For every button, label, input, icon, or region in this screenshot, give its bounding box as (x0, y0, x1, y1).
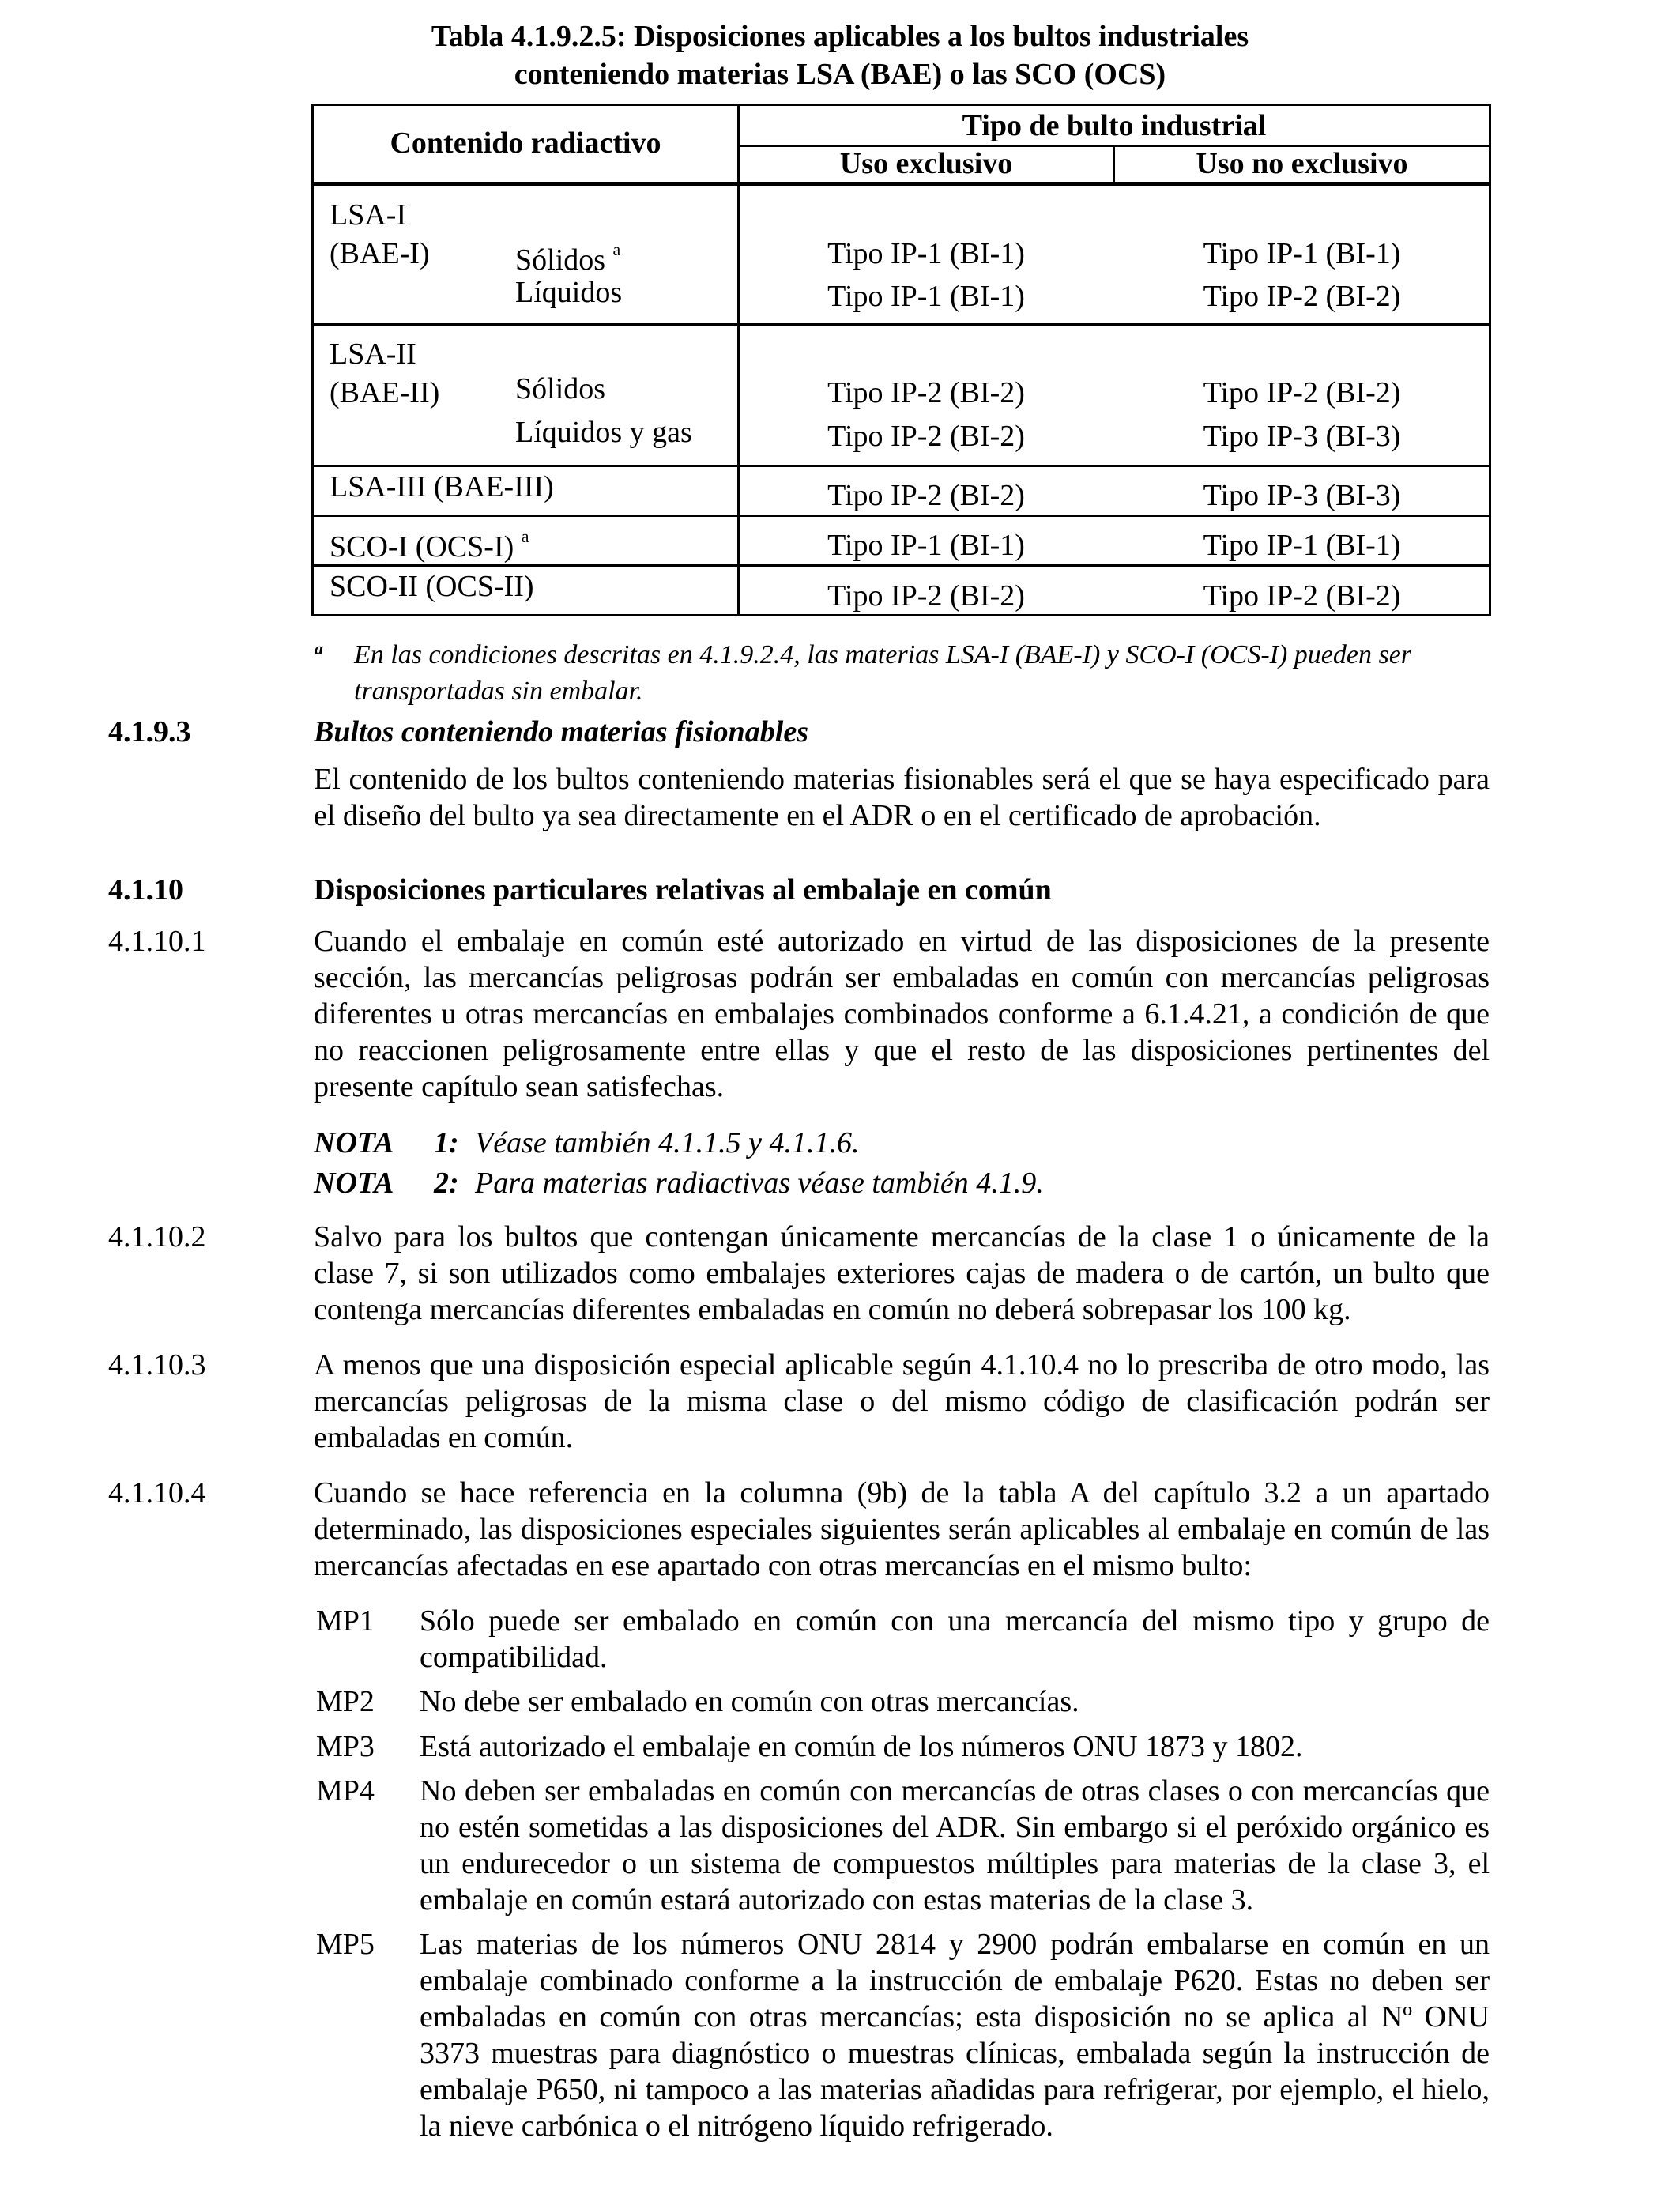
mp-item (316, 1603, 1490, 1676)
cell-no-exclusivo: Tipo IP-1 (BI-1) (1203, 529, 1401, 562)
mp-text: No deben ser embaladas en común con mercancías de otras clases o con mercancías que no estén sometidas a las disposiciones del ADR. Sin embargo si el peróxido orgánico es un endurecedor o un sistema de compuestos múltiples para materias de la clase 3, el embalaje en común estará autorizado con estas materias de la clase 3. (420, 1774, 1490, 1917)
row-name: SCO-II (OCS-II) (330, 570, 534, 603)
state-label: Líquidos (515, 276, 623, 309)
header-contenido: Contenido radiactivo (390, 126, 661, 160)
cell-no-exclusivo: Tipo IP-2 (BI-2) (1203, 579, 1401, 613)
note (314, 1125, 860, 1161)
header-exclusivo: Uso exclusivo (839, 147, 1013, 180)
cell-no-exclusivo: Tipo IP-3 (BI-3) (1203, 420, 1401, 453)
state-label: Sólidos $^a$ (515, 239, 621, 277)
mp-item (316, 1773, 1490, 1918)
mp-text: No debe ser embalado en común con otras mercancías. (420, 1685, 1079, 1718)
header-no-exclusivo: Uso no exclusivo (1196, 147, 1408, 180)
section-paragraph: Cuando se hace referencia en la columna (9b) de la tabla A del capítulo 3.2 a un apartado determinado, las disposiciones especiales siguientes serán aplicables al embalaje en común de las mercancías afectadas en ese apartado con otras mercancías en el mismo bulto: (314, 1476, 1490, 1582)
mp-item (316, 1683, 1490, 1720)
mp-code: MP2 (316, 1685, 375, 1718)
footnote-ref: a (521, 526, 529, 546)
note-text: Para materias radiactivas véase también 4.1.9. (475, 1167, 1044, 1200)
row-name: SCO-I (OCS-I) $^a$ (330, 526, 529, 564)
section-title: Bultos conteniendo materias fisionables (314, 715, 809, 748)
section-paragraph: Salvo para los bultos que contengan únicamente mercancías de la clase 1 o únicamente de la clase 7, si son utilizados como embalajes exteriores cajas de madera o de cartón, un bulto que contenga mercancías diferentes embaladas en común no deberá sobrepasar los 100 kg. (314, 1220, 1490, 1326)
section-number: 4.1.9.3 (108, 715, 191, 748)
footnote-text: En las condiciones descritas en 4.1.9.2.4, las materias LSA-I (BAE-I) y SCO-I (OCS-I) pueden ser transportadas sin embalar. (354, 640, 1412, 706)
note-number: 1: (434, 1126, 459, 1159)
cell-exclusivo: Tipo IP-1 (BI-1) (827, 529, 1025, 562)
caption-line-2: conteniendo materias LSA (BAE) o las SCO (OCS) (514, 58, 1166, 91)
section-number: 4.1.10 (108, 873, 183, 907)
cell-exclusivo: Tipo IP-1 (BI-1) (827, 237, 1025, 270)
group-name-alt: (BAE-II) (330, 376, 440, 409)
cell-no-exclusivo: Tipo IP-2 (BI-2) (1203, 376, 1401, 409)
caption-line-1: Tabla 4.1.9.2.5: Disposiciones aplicables a los bultos industriales (431, 20, 1249, 53)
mp-item (316, 1728, 1490, 1765)
cell-exclusivo: Tipo IP-2 (BI-2) (827, 376, 1025, 409)
section-number: 4.1.10.3 (108, 1348, 206, 1382)
table-hline-header (314, 182, 1489, 186)
group-name: LSA-II (330, 337, 416, 371)
mp-text: Las materias de los números ONU 2814 y 2900 podrán embalarse en común en un embalaje combinado conforme a la instrucción de embalaje P620. Estas no deben ser embaladas en común con otras mercancías; esta disposición no se aplica al Nº ONU 3373 muestras para diagnóstico o muestras clínicas, embalada según la instrucción de embalaje P650, ni tampoco a las materias añadidas para refrigerar, por ejemplo, el hielo, la nieve carbónica o el nitrógeno líquido refrigerado. (420, 1928, 1490, 2143)
section-number: 4.1.10.4 (108, 1476, 206, 1510)
state-label: Sólidos (515, 372, 606, 405)
row-name: LSA-III (BAE-III) (330, 470, 554, 503)
mp-code: MP4 (316, 1774, 375, 1808)
state-label: Líquidos y gas (515, 416, 692, 449)
table-footnote (315, 637, 1496, 710)
mp-item (316, 1926, 1490, 2144)
cell-no-exclusivo: Tipo IP-1 (BI-1) (1203, 237, 1401, 270)
note-text: Véase también 4.1.1.5 y 4.1.1.6. (475, 1126, 860, 1159)
footnote-mark: a (315, 639, 323, 658)
section-number: 4.1.10.1 (108, 925, 206, 958)
section-title: Disposiciones particulares relativas al embalaje en común (314, 873, 1052, 907)
section-paragraph: Cuando el embalaje en común esté autorizado en virtud de las disposiciones de la presente sección, las mercancías peligrosas podrán ser embaladas en común con mercancías peligrosas diferentes u otras mercancías en embalajes combinados conforme a 6.1.4.21, a condición de que no reaccionen peligrosamente entre ellas y que el resto de las disposiciones pertinentes del presente capítulo sean satisfechas. (314, 925, 1490, 1103)
cell-exclusivo: Tipo IP-2 (BI-2) (827, 420, 1025, 453)
group-name-alt: (BAE-I) (330, 237, 430, 270)
packages-table (311, 104, 1491, 616)
mp-code: MP3 (316, 1730, 375, 1763)
cell-exclusivo: Tipo IP-2 (BI-2) (827, 479, 1025, 512)
table-caption (0, 17, 1680, 93)
section-paragraph: El contenido de los bultos conteniendo materias fisionables será el que se haya especificado para el diseño del bulto ya sea directamente en el ADR o en el certificado de aprobación. (314, 763, 1490, 832)
note-label: NOTA (314, 1126, 394, 1159)
table-hline-lsa3 (314, 465, 1489, 467)
header-tipo: Tipo de bulto industrial (962, 109, 1267, 142)
cell-exclusivo: Tipo IP-1 (BI-1) (827, 280, 1025, 313)
mp-text: Sólo puede ser embalado en común con una mercancía del mismo tipo y grupo de compatibilidad. (420, 1604, 1490, 1674)
table-hline-sco1 (314, 515, 1489, 517)
note-label: NOTA (314, 1167, 394, 1200)
mp-code: MP1 (316, 1604, 375, 1638)
section-number: 4.1.10.2 (108, 1220, 206, 1253)
note (314, 1165, 1044, 1201)
cell-exclusivo: Tipo IP-2 (BI-2) (827, 579, 1025, 613)
mp-code: MP5 (316, 1928, 375, 1961)
mp-text: Está autorizado el embalaje en común de los números ONU 1873 y 1802. (420, 1730, 1303, 1763)
footnote-ref: a (612, 239, 621, 259)
table-hline-group2 (314, 323, 1489, 326)
note-number: 2: (434, 1167, 459, 1200)
section-paragraph: A menos que una disposición especial aplicable según 4.1.10.4 no lo prescriba de otro modo, las mercancías peligrosas de la misma clase o del mismo código de clasificación podrán ser embaladas en común. (314, 1348, 1490, 1454)
cell-no-exclusivo: Tipo IP-2 (BI-2) (1203, 280, 1401, 313)
group-name: LSA-I (330, 198, 407, 232)
cell-no-exclusivo: Tipo IP-3 (BI-3) (1203, 479, 1401, 512)
